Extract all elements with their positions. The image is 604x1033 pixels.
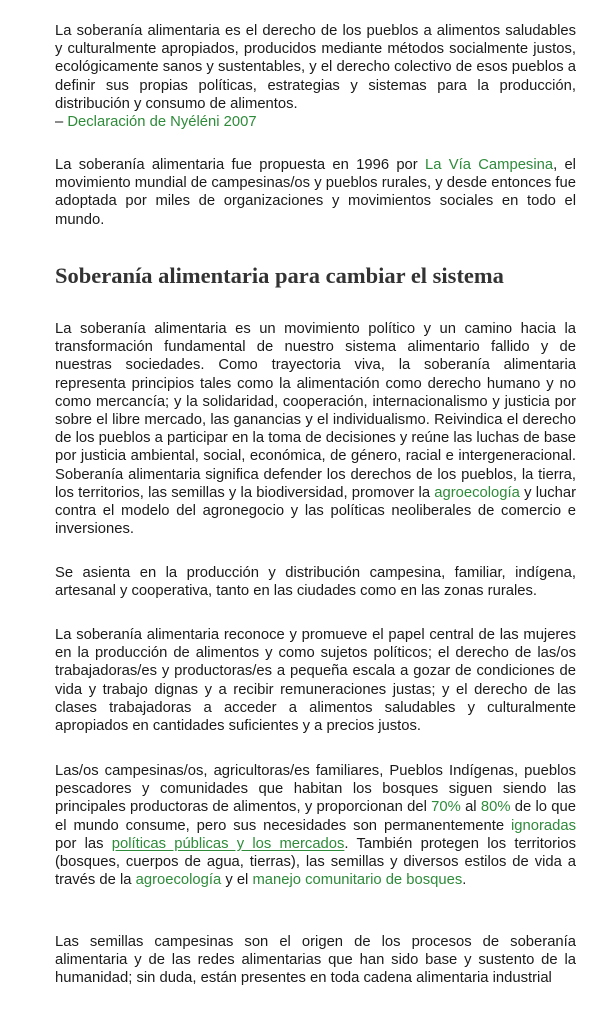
producers-text-1: Las/os campesinas/os, agricultoras/es familiares, Pueblos Indígenas, pueblos pescadores y comunidades que habitan los bosques siguen siendo las principales productoras de alimentos, y proporcionan del <box>55 763 576 816</box>
movement-text-start: La soberanía alimentaria es un movimiento político y un camino hacia la transformación fundamental de nuestro sistema alimentario fallido y de nuestras sociedades. Como trayectoria viva, la soberanía alimentaria representa principios tales como la alimentación como derecho humano y no como mercancía; y la solidaridad, cooperación, internacionalismo y justicia por sobre el libre mercado, las ganancias y el individualismo. Reivindica el derecho de los pueblos a participar en la toma de decisiones y reúne las luchas de base por justicia ambiental, social, económica, de género, racial e intergeneracional. Soberanía alimentaria significa defender los derechos de los pueblos, la tierra, los territorios, las semillas y la biodiversidad, promover la <box>55 321 576 501</box>
intro-paragraph <box>55 22 576 131</box>
via-campesina-link[interactable]: La Vía Campesina <box>425 157 554 173</box>
seeds-paragraph: Las semillas campesinas son el origen de los procesos de soberanía alimentaria y de las redes alimentarias que han sido base y sustento de la humanidad; sin duda, están presentes en toda cadena alimentaria industrial <box>55 934 576 987</box>
producers-text-6: y el <box>225 872 249 889</box>
public-policies-link[interactable]: políticas públicas y los mercados <box>111 835 345 852</box>
section-heading: Soberanía alimentaria para cambiar el sistema <box>55 263 504 288</box>
forest-management-link[interactable]: manejo comunitario de bosques <box>252 872 463 889</box>
agroecology-link-2[interactable]: agroecología <box>135 872 222 889</box>
production-paragraph: Se asienta en la producción y distribución campesina, familiar, indígena, artesanal y cooperativa, tanto en las ciudades como en las zonas rurales. <box>55 565 576 600</box>
percent-80: 80% <box>480 799 511 816</box>
producers-text-2: al <box>465 799 477 816</box>
agroecology-link[interactable]: agroecología <box>434 484 520 501</box>
producers-text-7: . <box>462 872 467 889</box>
movement-paragraph <box>55 320 576 538</box>
origin-paragraph <box>55 156 576 229</box>
movement-text-end: y luchar contra el modelo del agronegocio y las políticas neoliberales de comercio e inversiones. <box>55 484 576 538</box>
producers-paragraph <box>55 762 576 889</box>
origin-text-start: La soberanía alimentaria fue propuesta en 1996 por <box>55 157 418 173</box>
producers-text-3: de lo que el mundo consume, pero sus necesidades son permanentemente <box>55 799 576 834</box>
attribution-dash: – <box>55 114 64 131</box>
nyeleni-declaration-link[interactable]: Declaración de Nyéléni 2007 <box>67 114 257 131</box>
women-workers-paragraph: La soberanía alimentaria reconoce y promueve el papel central de las mujeres en la producción de alimentos y como sujetos políticos; el derecho de las/os trabajadoras/es y productoras/es a pequeña escala a gozar de condiciones de vida y trabajo dignas y a recibir remuneraciones justas; y el derecho de las clases trabajadoras a acceder a alimentos saludables y culturalmente apropiados en cantidades suficientes y a precios justos. <box>55 627 576 735</box>
producers-text-5: . También protegen los territorios (bosques, cuerpos de agua, tierras), las semillas y diversos estilos de vida a través de la <box>55 835 576 889</box>
ignored-link[interactable]: ignoradas <box>511 817 576 834</box>
intro-text: La soberanía alimentaria es el derecho de los pueblos a alimentos saludables y culturalmente apropiados, producidos mediante métodos socialmente justos, ecológicamente sanos y sustentables, y el derecho colectivo de esos pueblos a definir sus propias políticas, estrategias y sistemas para la producción, distribución y consumo de alimentos. <box>55 23 576 112</box>
origin-text-end: , el movimiento mundial de campesinas/os y pueblos rurales, y desde entonces fue adoptada por miles de organizaciones y movimientos sociales en todo el mundo. <box>55 157 576 228</box>
producers-text-4: por las <box>55 835 104 852</box>
percent-70: 70% <box>431 799 461 816</box>
